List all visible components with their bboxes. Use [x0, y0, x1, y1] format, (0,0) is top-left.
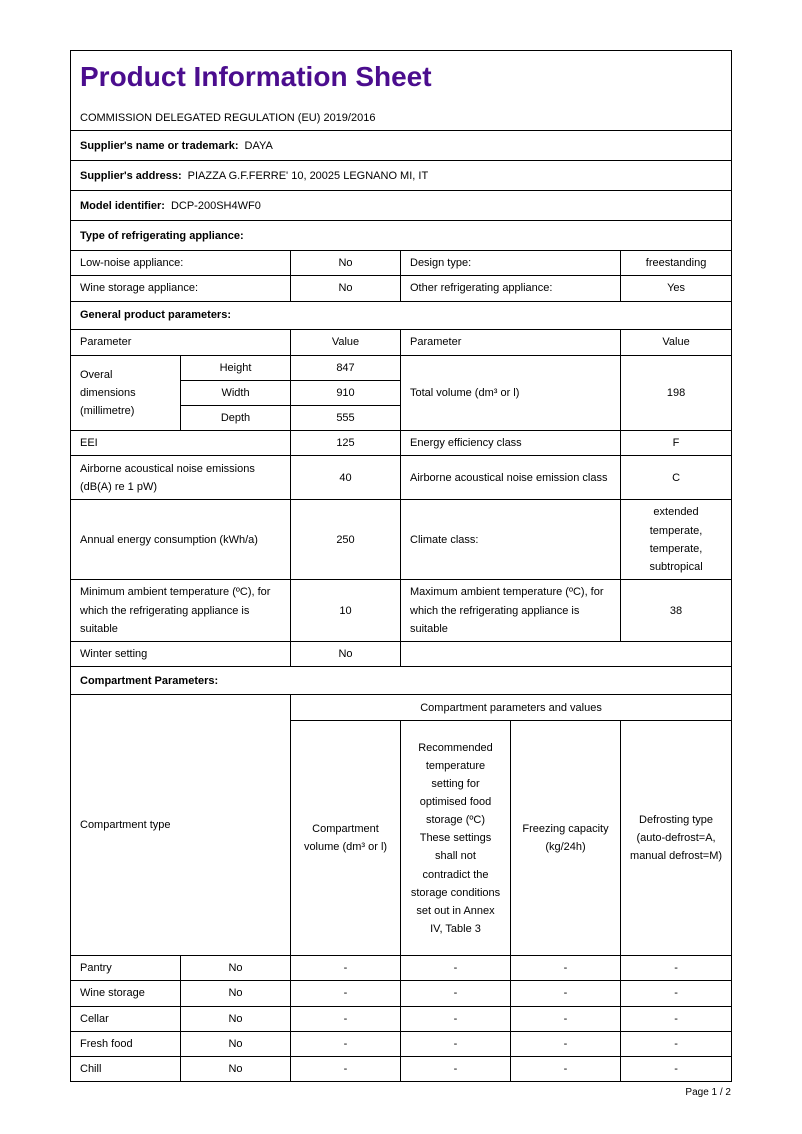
compartment-temperature-value: -	[401, 956, 511, 981]
compartment-defrost-value: -	[621, 1056, 732, 1081]
design-type-value: freestanding	[621, 251, 732, 276]
supplier-name-label: Supplier's name or trademark:	[80, 139, 239, 152]
column-header-parameter-1: Parameter	[71, 329, 291, 355]
compartment-type-fresh-food: Fresh food	[71, 1031, 181, 1056]
noise-class-label: Airborne acoustical noise emission class	[401, 456, 621, 500]
eei-value: 125	[291, 431, 401, 456]
compartment-volume-value: -	[291, 981, 401, 1006]
supplier-name-value: DAYA	[244, 139, 273, 152]
model-identifier-label: Model identifier:	[80, 199, 165, 212]
compartment-type-pantry: Pantry	[71, 956, 181, 981]
page-subtitle: COMMISSION DELEGATED REGULATION (EU) 2019/2016	[80, 112, 376, 125]
dimension-width-value: 910	[291, 380, 401, 405]
table-row	[71, 1006, 732, 1031]
compartment-present-value: No	[181, 1056, 291, 1081]
dimension-depth-value: 555	[291, 405, 401, 430]
low-noise-label: Low-noise appliance:	[71, 251, 291, 276]
column-header-compartment-volume: Compartment volume (dm³ or l)	[291, 721, 401, 956]
column-header-value-1: Value	[291, 329, 401, 355]
compartment-section-heading: Compartment Parameters:	[71, 667, 732, 695]
table-row	[71, 1031, 732, 1056]
type-section-heading: Type of refrigerating appliance:	[71, 221, 732, 251]
compartment-volume-value: -	[291, 1056, 401, 1081]
min-ambient-temp-value: 10	[291, 580, 401, 642]
energy-class-value: F	[621, 431, 732, 456]
compartment-volume-value: -	[291, 1031, 401, 1056]
compartment-defrost-value: -	[621, 1031, 732, 1056]
max-ambient-temp-label: Maximum ambient temperature (ºC), for which the refrigerating appliance is suitable	[401, 580, 621, 642]
compartment-type-cellar: Cellar	[71, 1006, 181, 1031]
column-header-defrosting-type: Defrosting type (auto-defrost=A, manual defrost=M)	[621, 721, 732, 956]
compartment-volume-value: -	[291, 956, 401, 981]
model-identifier-row	[71, 191, 732, 221]
winter-setting-label: Winter setting	[71, 642, 291, 667]
column-header-value-2: Value	[621, 329, 732, 355]
compartment-type-header: Compartment type	[71, 695, 291, 956]
min-ambient-temp-label: Minimum ambient temperature (ºC), for which the refrigerating appliance is suitable	[71, 580, 291, 642]
compartment-freezing-value: -	[511, 1006, 621, 1031]
max-ambient-temp-value: 38	[621, 580, 732, 642]
dimension-depth-label: Depth	[181, 405, 291, 430]
compartment-defrost-value: -	[621, 981, 732, 1006]
compartment-type-chill: Chill	[71, 1056, 181, 1081]
compartment-type-wine-storage: Wine storage	[71, 981, 181, 1006]
column-header-recommended-temperature: Recommended temperature setting for optimised food storage (ºC) These settings shall not contradict the storage conditions set out in Annex IV, Table 3	[401, 721, 511, 956]
climate-class-value: extended temperate, temperate, subtropical	[621, 500, 732, 580]
page-title: Product Information Sheet	[80, 61, 432, 92]
column-header-freezing-capacity: Freezing capacity (kg/24h)	[511, 721, 621, 956]
other-appliance-value: Yes	[621, 276, 732, 301]
compartment-temperature-value: -	[401, 1056, 511, 1081]
wine-storage-value: No	[291, 276, 401, 301]
climate-class-label: Climate class:	[401, 500, 621, 580]
energy-class-label: Energy efficiency class	[401, 431, 621, 456]
compartment-group-header: Compartment parameters and values	[291, 695, 732, 721]
noise-emissions-value: 40	[291, 456, 401, 500]
table-row	[71, 981, 732, 1006]
design-type-label: Design type:	[401, 251, 621, 276]
model-identifier-value: DCP-200SH4WF0	[170, 199, 261, 212]
product-information-table	[70, 50, 732, 1082]
table-row	[71, 1056, 732, 1081]
page-number: Page 1 / 2	[685, 1087, 731, 1099]
compartment-freezing-value: -	[511, 956, 621, 981]
annual-energy-label: Annual energy consumption (kWh/a)	[71, 500, 291, 580]
compartment-freezing-value: -	[511, 1031, 621, 1056]
supplier-address-label: Supplier's address:	[80, 169, 182, 182]
header-cell	[71, 51, 732, 131]
supplier-address-row	[71, 161, 732, 191]
compartment-defrost-value: -	[621, 956, 732, 981]
compartment-temperature-value: -	[401, 1031, 511, 1056]
noise-class-value: C	[621, 456, 732, 500]
total-volume-label: Total volume (dm³ or l)	[401, 355, 621, 430]
column-header-parameter-2: Parameter	[401, 329, 621, 355]
compartment-freezing-value: -	[511, 1056, 621, 1081]
compartment-temperature-value: -	[401, 981, 511, 1006]
compartment-present-value: No	[181, 1006, 291, 1031]
supplier-name-row	[71, 131, 732, 161]
winter-setting-value: No	[291, 642, 401, 667]
noise-emissions-label: Airborne acoustical noise emissions (dB(A) re 1 pW)	[71, 456, 291, 500]
compartment-freezing-value: -	[511, 981, 621, 1006]
annual-energy-value: 250	[291, 500, 401, 580]
eei-label: EEI	[71, 431, 291, 456]
wine-storage-label: Wine storage appliance:	[71, 276, 291, 301]
winter-setting-empty-cell	[401, 642, 732, 667]
compartment-defrost-value: -	[621, 1006, 732, 1031]
dimensions-label: Overal dimensions (millimetre)	[71, 355, 181, 430]
compartment-present-value: No	[181, 981, 291, 1006]
other-appliance-label: Other refrigerating appliance:	[401, 276, 621, 301]
compartment-present-value: No	[181, 1031, 291, 1056]
compartment-temperature-value: -	[401, 1006, 511, 1031]
dimension-height-value: 847	[291, 355, 401, 380]
supplier-address-value: PIAZZA G.F.FERRE' 10, 20025 LEGNANO MI, IT	[187, 169, 429, 182]
table-row	[71, 956, 732, 981]
compartment-present-value: No	[181, 956, 291, 981]
total-volume-value: 198	[621, 355, 732, 430]
dimension-height-label: Height	[181, 355, 291, 380]
general-section-heading: General product parameters:	[71, 301, 732, 329]
compartment-volume-value: -	[291, 1006, 401, 1031]
dimension-width-label: Width	[181, 380, 291, 405]
low-noise-value: No	[291, 251, 401, 276]
